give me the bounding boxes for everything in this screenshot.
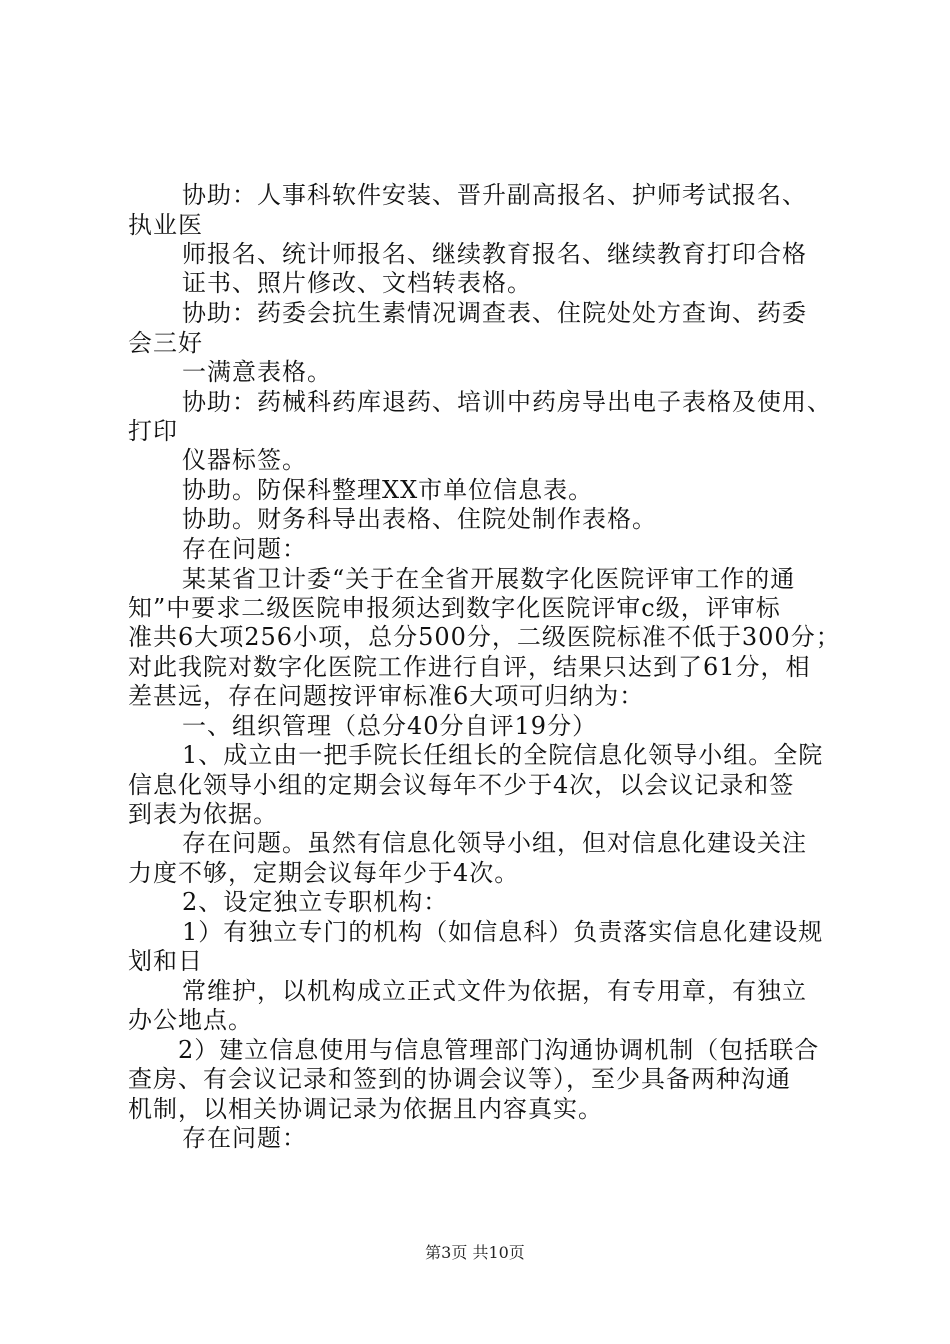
text-line: 差甚远，存在问题按评审标准6大项可归纳为： bbox=[128, 682, 645, 710]
text-line: 1）有独立专门的机构（如信息科）负责落实信息化建设规 bbox=[182, 918, 824, 946]
text-line: 一满意表格。 bbox=[182, 358, 332, 386]
text-line: 机制，以相关协调记录为依据且内容真实。 bbox=[128, 1095, 603, 1123]
text-line: 打印 bbox=[128, 417, 178, 445]
text-line: 1、成立由一把手院长任组长的全院信息化领导小组。全院 bbox=[182, 741, 824, 769]
text-line: 执业医 bbox=[128, 211, 203, 239]
text-line: 仪器标签。 bbox=[182, 446, 307, 474]
text-line: 某某省卫计委“关于在全省开展数字化医院评审工作的通 bbox=[182, 565, 796, 593]
text-line: 划和日 bbox=[128, 947, 203, 975]
text-line: 对此我院对数字化医院工作进行自评，结果只达到了61分，相 bbox=[128, 653, 811, 681]
text-line: 会三好 bbox=[128, 329, 203, 357]
page-footer: 第3页 共10页 bbox=[425, 1243, 525, 1262]
text-line: 存在问题。虽然有信息化领导小组，但对信息化建设关注 bbox=[182, 829, 807, 857]
text-line: 2、设定独立专职机构： bbox=[182, 888, 449, 916]
text-line: 力度不够，定期会议每年少于4次。 bbox=[128, 859, 520, 887]
text-line: 查房、有会议记录和签到的协调会议等），至少具备两种沟通 bbox=[128, 1065, 791, 1093]
text-line: 协助：人事科软件安装、晋升副高报名、护师考试报名、 bbox=[182, 181, 807, 209]
text-line: 证书、照片修改、文档转表格。 bbox=[182, 269, 532, 297]
text-line: 协助。财务科导出表格、住院处制作表格。 bbox=[182, 505, 657, 533]
text-line: 到表为依据。 bbox=[128, 800, 278, 828]
text-line: 知”中要求二级医院申报须达到数字化医院评审c级，评审标 bbox=[128, 594, 781, 622]
text-line: 协助：药委会抗生素情况调查表、住院处处方查询、药委 bbox=[182, 299, 807, 327]
text-line: 2）建立信息使用与信息管理部门沟通协调机制（包括联合 bbox=[178, 1036, 820, 1064]
text-line: 常维护，以机构成立正式文件为依据，有专用章，有独立 bbox=[182, 977, 807, 1005]
text-line: 信息化领导小组的定期会议每年不少于4次，以会议记录和签 bbox=[128, 771, 795, 799]
text-line: 师报名、统计师报名、继续教育报名、继续教育打印合格 bbox=[182, 240, 807, 268]
text-line: 协助：药械科药库退药、培训中药房导出电子表格及使用、 bbox=[182, 388, 832, 416]
text-line: 办公地点。 bbox=[128, 1006, 253, 1034]
text-line: 协助。防保科整理XX市单位信息表。 bbox=[182, 476, 594, 504]
text-line: 存在问题： bbox=[182, 535, 307, 563]
text-line: 存在问题： bbox=[182, 1124, 307, 1152]
text-line: 一、组织管理（总分40分自评19分） bbox=[182, 712, 598, 740]
text-line: 准共6大项256小项，总分500分，二级医院标准不低于300分； bbox=[128, 623, 841, 651]
